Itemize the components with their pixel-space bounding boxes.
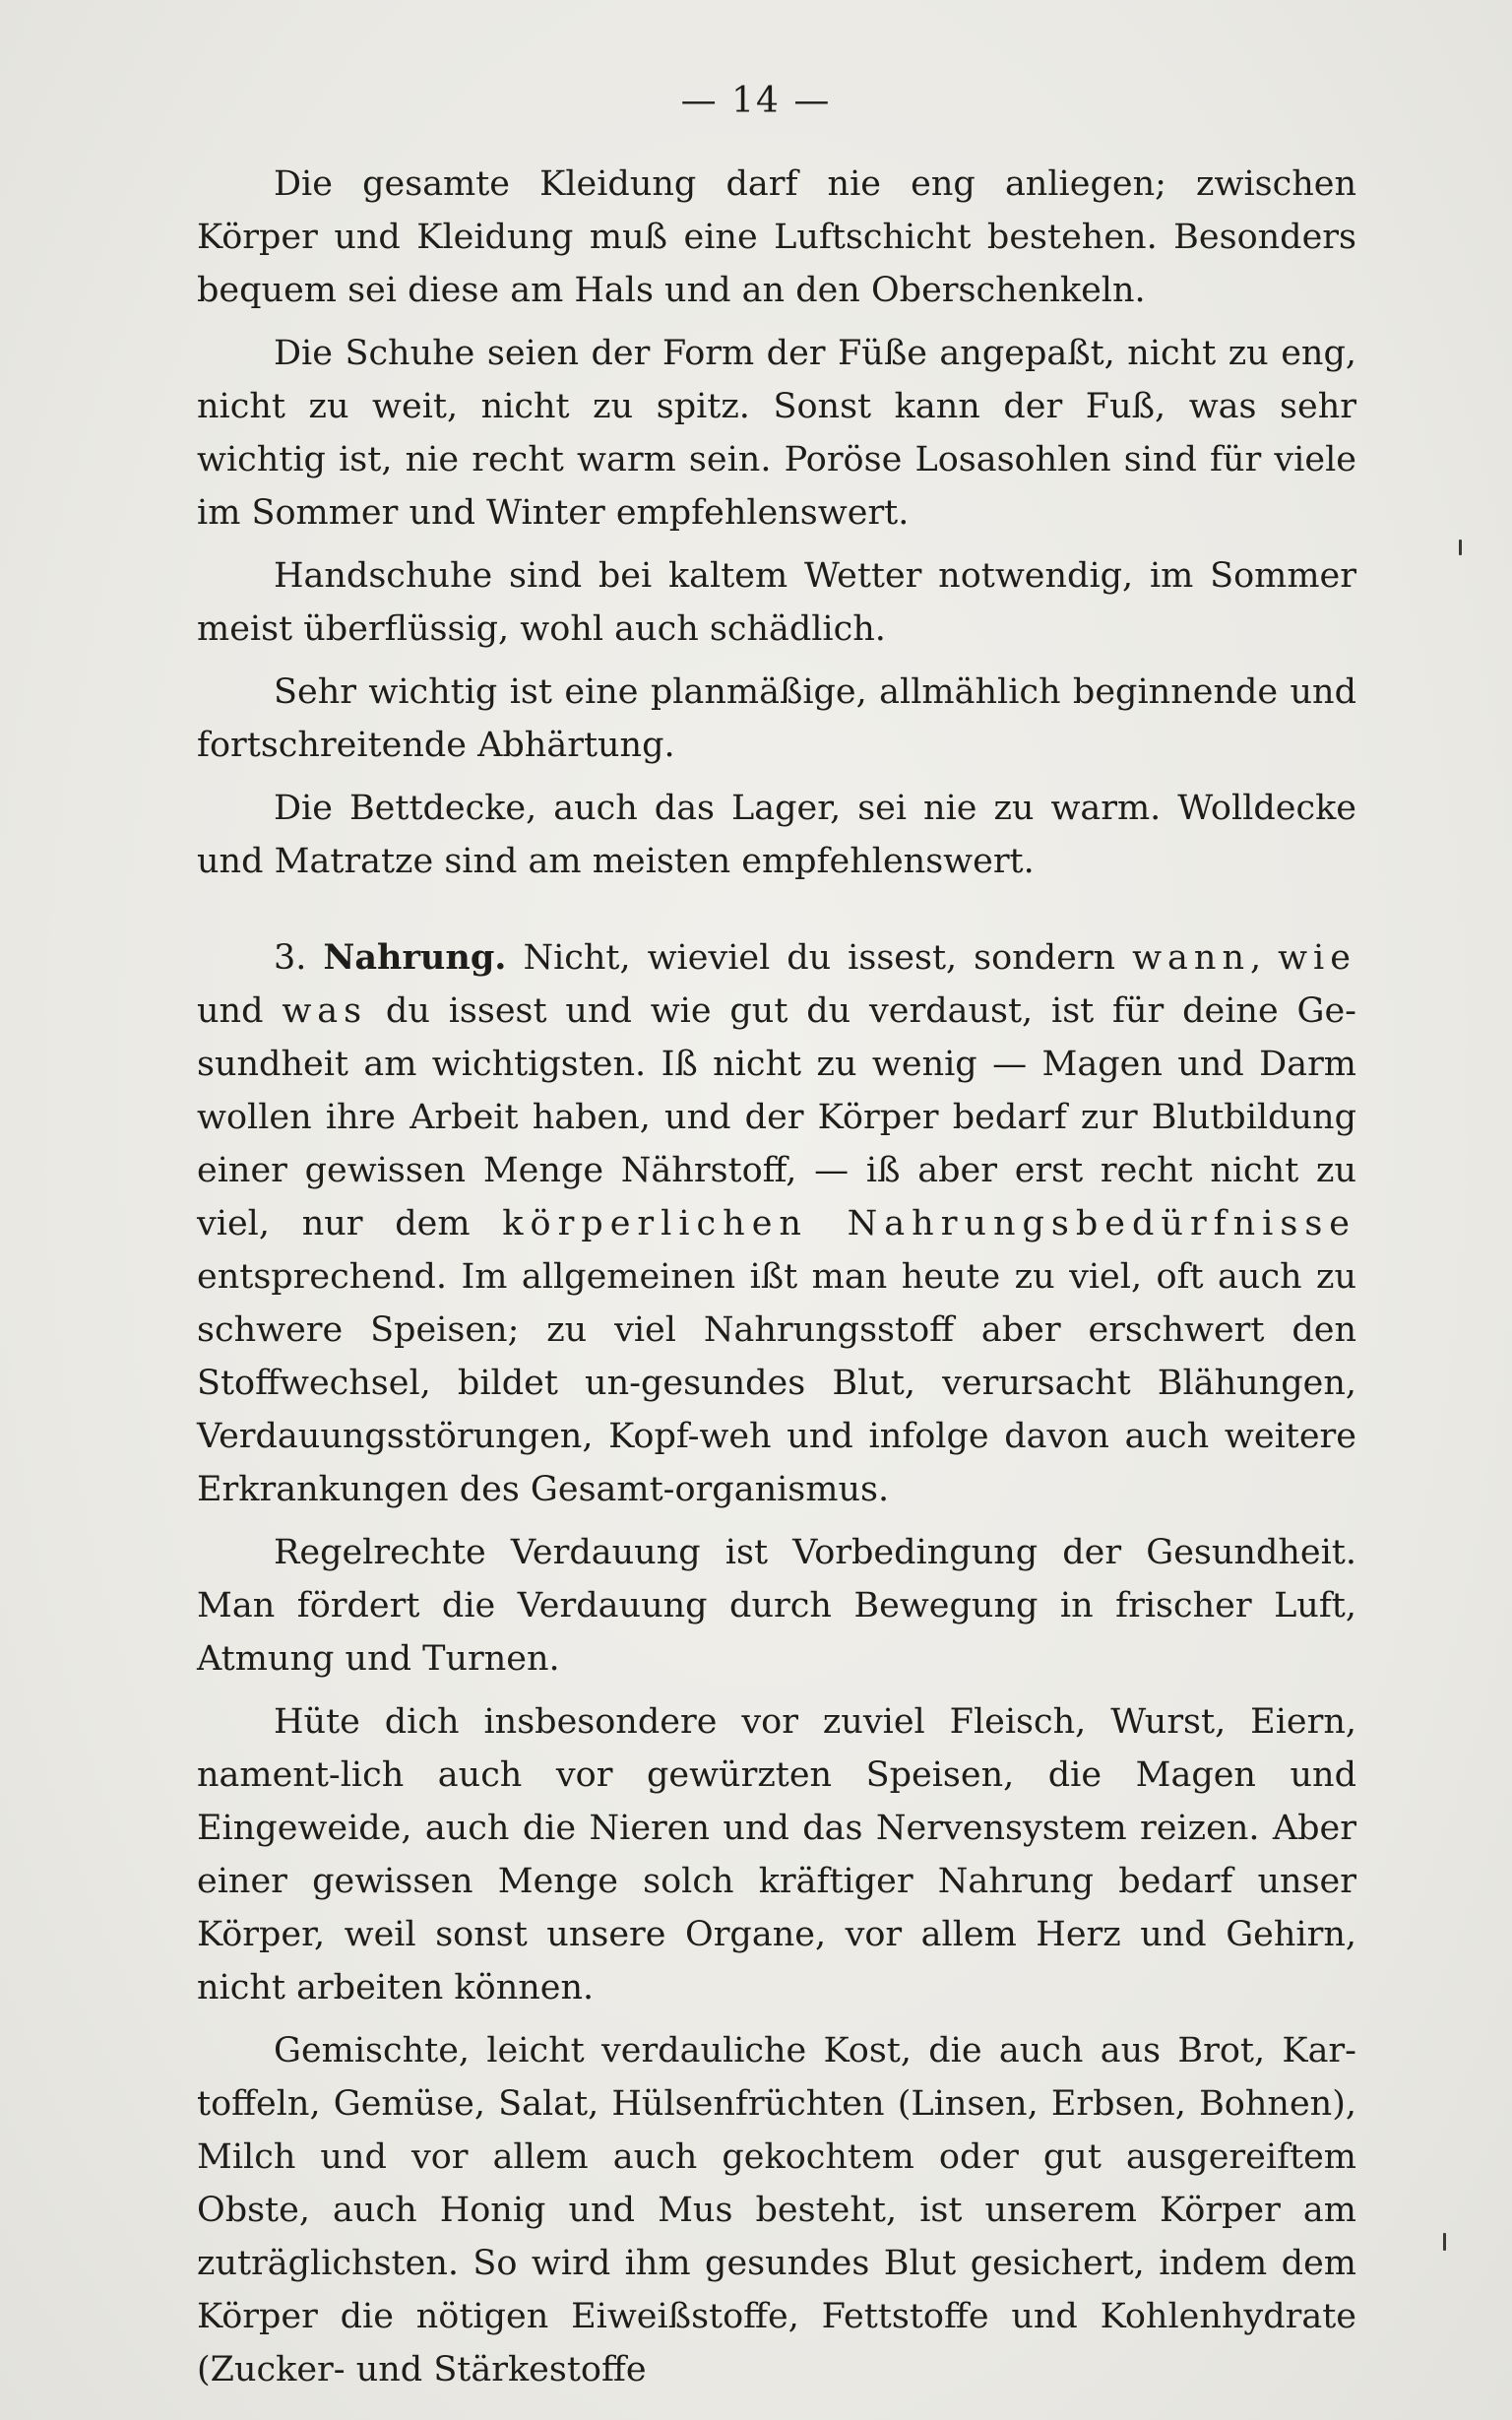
section-number: 3.	[274, 938, 307, 978]
intro-text-c: und	[197, 991, 283, 1031]
emphasis-nahrungsbeduerfnisse: körperlichen Nahrungsbedürfnisse	[502, 1204, 1356, 1243]
emphasis-wann: wann	[1132, 938, 1250, 978]
intro-text-e: entsprechend. Im allgemeinen ißt man heute zu viel, oft auch zu schwere Speisen; zu viel Nahrungsstoff aber erschwert den Stoffwechsel, bildet un-gesundes Blut, verursacht Blähungen, Verdauungsstörungen, Kopf-weh und infolge davon auch weitere Erkrankungen des Gesamt-organismus.	[197, 1257, 1356, 1509]
emphasis-was: was	[282, 991, 368, 1031]
paragraph-meat-warning: Hüte dich insbesondere vor zuviel Fleisch, Wurst, Eiern, nament-lich auch vor gewürzten Speisen, die Magen und Eingeweide, auch die Nieren und das Nervensystem reizen. Aber einer gewissen Menge solch kräftiger Nahrung bedarf unser Körper, weil sonst unsere Organe, vor allem Herz und Gehirn, nicht arbeiten können.	[197, 1702, 1356, 2007]
paragraph-shoes: Die Schuhe seien der Form der Füße angepaßt, nicht zu eng, nicht zu weit, nicht zu spitz. Sonst kann der Fuß, was sehr wichtig ist, nie recht warm sein. Poröse Losasohlen sind für viele im Sommer und Winter empfehlenswert.	[197, 334, 1356, 533]
section-title: Nahrung.	[323, 937, 507, 978]
body-text	[197, 158, 1356, 2406]
intro-text-d: du issest und wie gut du verdaust, ist für deine Ge-sundheit am wichtigsten. Iß nicht zu wenig — Magen und Darm wollen ihre Arbeit haben, und der Körper bedarf zur Blutbildung einer gewissen Menge Nährstoff, — iß aber erst recht nicht zu viel, nur dem	[197, 991, 1356, 1243]
paragraph-mixed-diet: Gemischte, leicht verdauliche Kost, die auch aus Brot, Kar-toffeln, Gemüse, Salat, Hülsenfrüchten (Linsen, Erbsen, Bohnen), Milch und vor allem auch gekochtem oder gut ausgereiftem Obste, auch Honig und Mus besteht, ist unserem Körper am zuträglichsten. So wird ihm gesundes Blut gesichert, indem dem Körper die nötigen Eiweißstoffe, Fettstoffe und Kohlenhydrate (Zucker- und Stärkestoffe	[197, 2031, 1356, 2389]
page-number: — 14 —	[680, 81, 832, 121]
paragraph-clothing: Die gesamte Kleidung darf nie eng anliegen; zwischen Körper und Kleidung muß eine Luftschicht bestehen. Besonders bequem sei diese am Hals und an den Oberschenkeln.	[197, 164, 1356, 310]
paragraph-hardening: Sehr wichtig ist eine planmäßige, allmählich beginnende und fortschreitende Abhärtung.	[197, 672, 1356, 765]
emphasis-wie: wie	[1278, 938, 1356, 978]
paragraph-digestion: Regelrechte Verdauung ist Vorbedingung der Gesundheit. Man fördert die Verdauung durch Bewegung in frischer Luft, Atmung und Turnen.	[197, 1533, 1356, 1679]
paragraph-gloves: Handschuhe sind bei kaltem Wetter notwendig, im Sommer meist überflüssig, wohl auch schädlich.	[197, 556, 1356, 649]
intro-text-b: ,	[1250, 938, 1279, 978]
print-speck	[1443, 2233, 1446, 2251]
intro-text-a: Nicht, wieviel du issest, sondern	[523, 938, 1133, 978]
print-speck	[1459, 540, 1462, 555]
paragraph-bedding: Die Bettdecke, auch das Lager, sei nie zu warm. Wolldecke und Matratze sind am meisten empfehlenswert.	[197, 789, 1356, 881]
section-nutrition-intro	[197, 931, 1356, 1516]
